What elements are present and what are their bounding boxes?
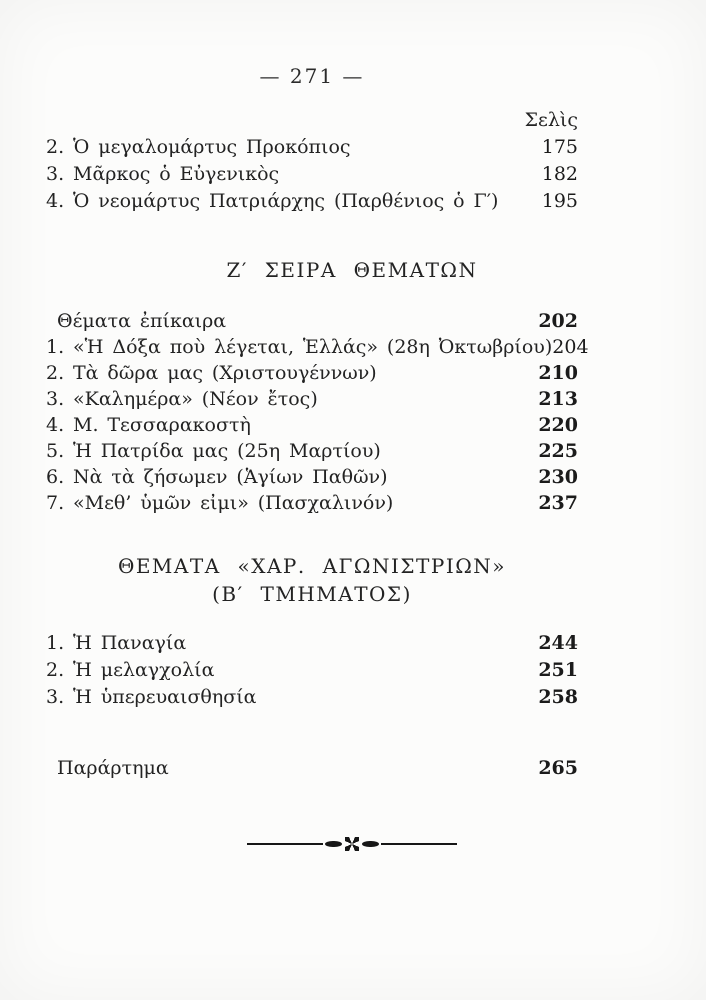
toc-entry-number: 4. bbox=[46, 414, 65, 436]
section-title-line2: (Β′ ΤΜΗΜΑΤΟΣ) bbox=[212, 582, 412, 606]
toc-entry-label: «Καλημέρα» (Νέον ἔτος) bbox=[73, 388, 318, 410]
toc-entry-number: 2. bbox=[46, 659, 65, 681]
toc-entry-page: 230 bbox=[538, 466, 578, 488]
toc-entry-number: 7. bbox=[46, 492, 65, 514]
toc-entry-label: Τὰ δῶρα μας (Χριστουγέννων) bbox=[73, 362, 377, 384]
toc-entry-label: Παράρτημα bbox=[57, 757, 169, 779]
toc-entry bbox=[46, 755, 578, 781]
section-title-line1: ΘΕΜΑΤΑ «ΧΑΡ. ΑΓΩΝΙΣΤΡΙΩΝ» bbox=[117, 554, 507, 578]
toc-entry-number: 5. bbox=[46, 440, 65, 462]
toc-entry-label: «Ἡ Δόξα ποὺ λέγεται, Ἑλλάς» (28η Ὀκτωβρίου) bbox=[73, 336, 553, 358]
toc-entry-page: 195 bbox=[541, 190, 578, 212]
toc-entry-label: Μ. Τεσσαρακοστὴ bbox=[73, 414, 251, 436]
toc-entry-page: 210 bbox=[538, 362, 578, 384]
toc-entry-label: Ὁ νεομάρτυς Πατριάρχης (Παρθένιος ὁ Γ′) bbox=[73, 190, 499, 212]
toc-entry-number: 3. bbox=[46, 388, 65, 410]
toc-entry-number: 3. bbox=[46, 163, 65, 185]
divider-fleuron-icon bbox=[345, 837, 359, 851]
toc-entry-number: 2. bbox=[46, 362, 65, 384]
page-number-header: — 271 — bbox=[259, 64, 365, 88]
toc-entry-page: 225 bbox=[538, 440, 578, 462]
toc-entry-label: Θέματα ἐπίκαιρα bbox=[57, 310, 227, 332]
toc-entry-page: 237 bbox=[538, 492, 578, 514]
toc-entry bbox=[46, 630, 578, 657]
toc-section-3 bbox=[46, 630, 578, 711]
toc-entry-label: Ἡ Πατρίδα μας (25η Μαρτίου) bbox=[73, 440, 381, 462]
toc-entry-page: 213 bbox=[538, 388, 578, 410]
toc-entry bbox=[46, 134, 578, 161]
toc-section-2 bbox=[46, 308, 589, 516]
toc-entry bbox=[46, 360, 578, 386]
toc-section-4 bbox=[46, 755, 578, 781]
toc-entry-page: 182 bbox=[541, 163, 578, 185]
toc-entry-label: Ἡ μελαγχολία bbox=[73, 659, 215, 681]
toc-entry-page: 244 bbox=[538, 632, 578, 654]
decorative-divider bbox=[86, 837, 618, 851]
divider-line-right bbox=[381, 843, 457, 846]
toc-entry-label: Ἡ ὑπερευαισθησία bbox=[73, 686, 257, 708]
toc-entry bbox=[46, 334, 589, 360]
toc-section-1 bbox=[46, 134, 578, 215]
toc-entry bbox=[46, 657, 578, 684]
toc-entry-number: 4. bbox=[46, 190, 65, 212]
toc-entry-label: Ἡ Παναγία bbox=[73, 632, 187, 654]
toc-entry-page: 258 bbox=[538, 686, 578, 708]
section-title-z-seira-thematon: Ζ′ ΣΕΙΡΑ ΘΕΜΑΤΩΝ bbox=[226, 258, 478, 282]
toc-entry-page: 202 bbox=[538, 310, 578, 332]
toc-entry-number: 2. bbox=[46, 136, 65, 158]
toc-entry bbox=[46, 161, 578, 188]
section-title-themata-agonistrion bbox=[46, 552, 578, 608]
toc-entry-page: 251 bbox=[538, 659, 578, 681]
toc-entry bbox=[46, 412, 578, 438]
toc-entry bbox=[46, 386, 578, 412]
toc-entry-label: Νὰ τὰ ζήσωμεν (Ἁγίων Παθῶν) bbox=[73, 466, 388, 488]
toc-entry bbox=[46, 308, 578, 334]
divider-oval-left bbox=[325, 841, 342, 848]
toc-entry-page: 175 bbox=[541, 136, 578, 158]
table-of-contents bbox=[46, 108, 589, 781]
toc-entry-label: Μᾶρκος ὁ Εὐγενικὸς bbox=[73, 163, 280, 185]
toc-entry-number: 6. bbox=[46, 466, 65, 488]
toc-entry bbox=[46, 438, 578, 464]
toc-entry-page: 265 bbox=[538, 757, 578, 779]
column-header-page-label: Σελὶς bbox=[524, 109, 578, 131]
toc-entry-page: 204 bbox=[552, 336, 589, 358]
toc-entry-number: 1. bbox=[46, 336, 65, 358]
divider-line-left bbox=[247, 843, 323, 846]
toc-entry bbox=[46, 464, 578, 490]
toc-entry-number: 1. bbox=[46, 632, 65, 654]
divider-oval-right bbox=[362, 841, 379, 848]
toc-entry-page: 220 bbox=[538, 414, 578, 436]
toc-entry bbox=[46, 188, 578, 215]
toc-entry-label: Ὁ μεγαλομάρτυς Προκόπιος bbox=[73, 136, 351, 158]
toc-entry bbox=[46, 490, 578, 516]
toc-entry-number: 3. bbox=[46, 686, 65, 708]
toc-entry-label: «Μεθ’ ὑμῶν εἰμι» (Πασχαλινόν) bbox=[73, 492, 394, 514]
toc-entry bbox=[46, 684, 578, 711]
